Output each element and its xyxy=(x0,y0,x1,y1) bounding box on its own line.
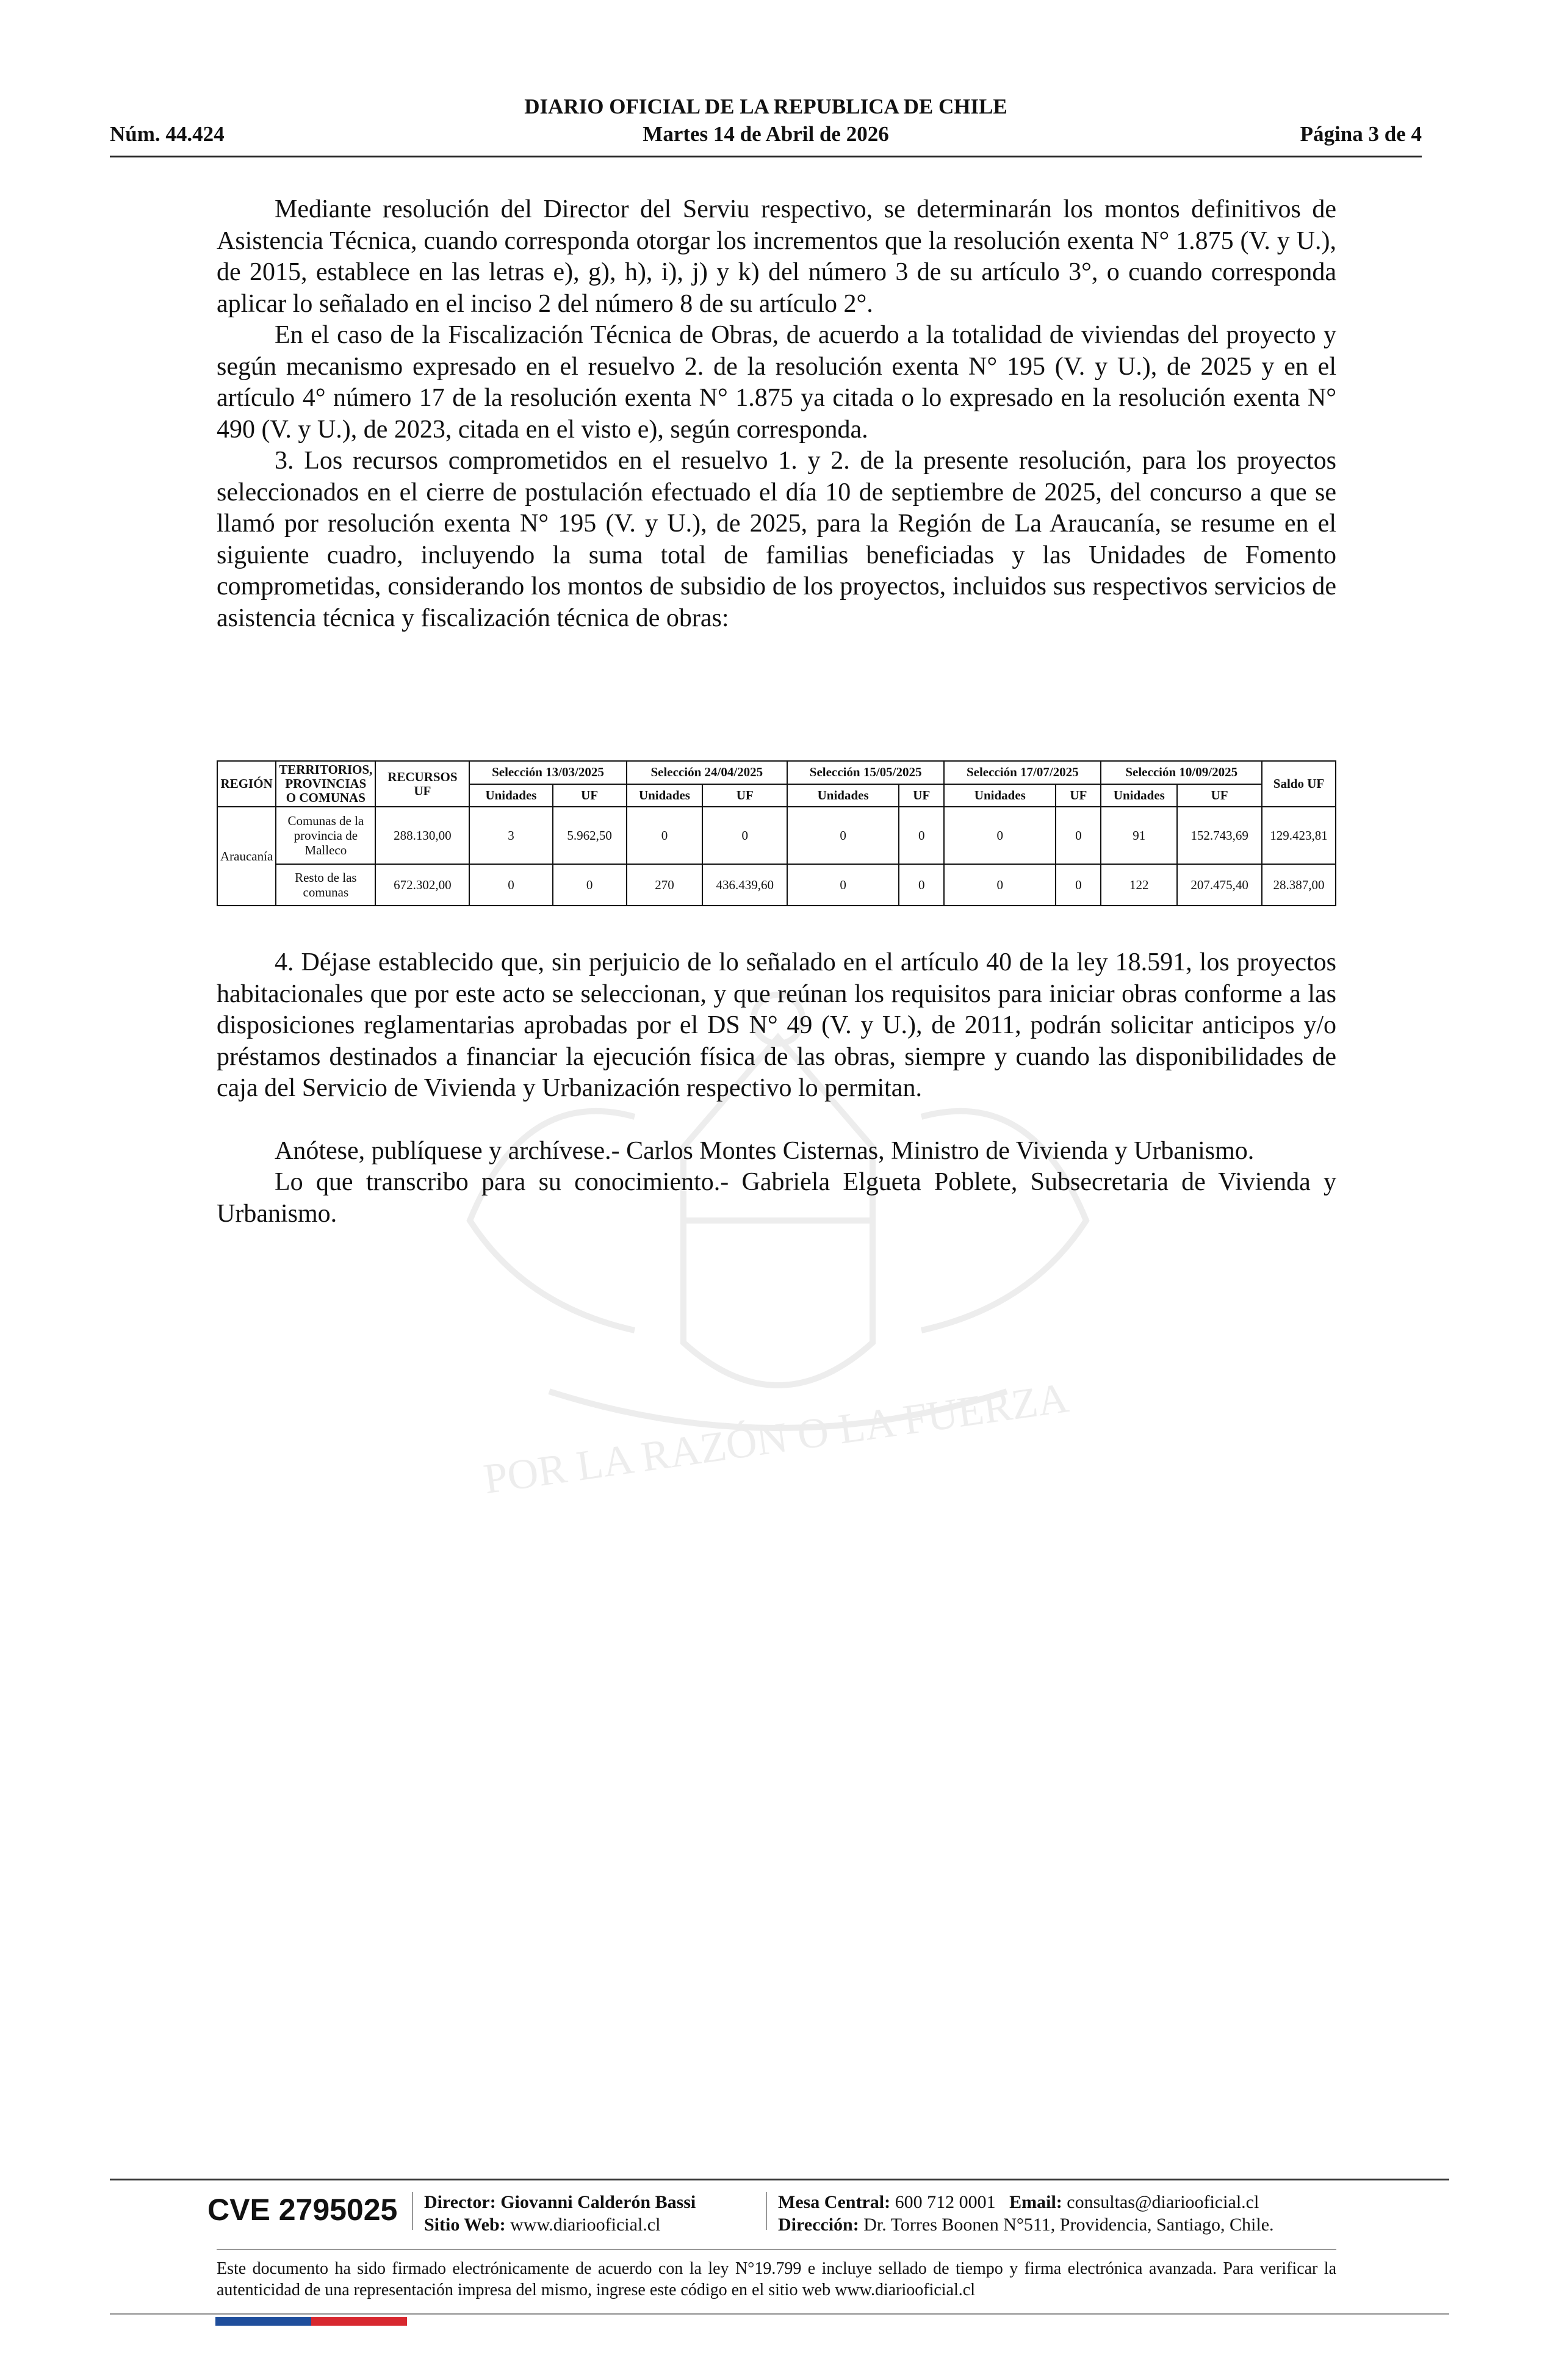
footer-divider xyxy=(110,2179,1449,2180)
issue-number: Núm. 44.424 xyxy=(110,122,225,146)
mesa-phone: 600 712 0001 xyxy=(895,2192,996,2212)
recursos-cell: 288.130,00 xyxy=(375,807,469,864)
saldo-cell: 28.387,00 xyxy=(1262,864,1336,906)
footer-divider xyxy=(217,2249,1336,2250)
cve-code: CVE 2795025 xyxy=(207,2193,398,2227)
table-cell: 0 xyxy=(1056,864,1101,906)
sitio-label: Sitio Web: xyxy=(424,2215,506,2235)
table-cell: 0 xyxy=(702,807,787,864)
document-body-continued xyxy=(217,947,1336,1230)
direccion-label: Dirección: xyxy=(778,2215,859,2235)
paragraph: 4. Déjase establecido que, sin perjuicio de lo señalado en el artículo 40 de la ley 18.591, los proyectos habitacionales que por este acto se seleccionan, y que reúnan los requisitos para iniciar obras conforme a las disposiciones reglamentarias aprobadas por el DS N° 49 (V. y U.), de 2011, podrán solicitar anticipos y/o préstamos destinados a financiar la ejecución física de las obras, siempre y cuando las disponibilidades de caja del Servicio de Vivienda y Urbanización respectivo lo permitan. xyxy=(217,948,1336,1102)
table-cell: 0 xyxy=(553,864,627,906)
table-cell: 0 xyxy=(627,807,703,864)
col-header-unidades: Unidades xyxy=(944,784,1056,807)
col-header-uf: UF xyxy=(702,784,787,807)
flag-stripe-blue xyxy=(215,2317,311,2326)
saldo-cell: 129.423,81 xyxy=(1262,807,1336,864)
table-cell: 0 xyxy=(899,807,944,864)
footer-divider xyxy=(110,2313,1449,2315)
col-header-region: REGIÓN xyxy=(217,761,276,807)
paragraph: Anótese, publíquese y archívese.- Carlos Montes Cisternas, Ministro de Vivienda y Urbanismo. xyxy=(275,1136,1255,1165)
director-name: Giovanni Calderón Bassi xyxy=(500,2192,696,2212)
col-header-seleccion: Selección 24/04/2025 xyxy=(627,761,788,784)
mesa-label: Mesa Central: xyxy=(778,2192,891,2212)
footer-separator xyxy=(412,2192,413,2230)
resources-table-wrap xyxy=(217,760,1336,906)
table-row xyxy=(217,807,1336,864)
col-header-uf: UF xyxy=(553,784,627,807)
page-number: Página 3 de 4 xyxy=(1300,122,1422,146)
col-header-unidades: Unidades xyxy=(627,784,703,807)
col-header-saldo: Saldo UF xyxy=(1262,761,1336,807)
col-header-seleccion: Selección 15/05/2025 xyxy=(787,761,944,784)
region-cell: Araucanía xyxy=(217,807,276,906)
table-cell: 3 xyxy=(469,807,552,864)
table-cell: 436.439,60 xyxy=(702,864,787,906)
col-header-uf: UF xyxy=(1177,784,1262,807)
legal-notice: Este documento ha sido firmado electrónicamente de acuerdo con la ley N°19.799 e incluye sellado de tiempo y firma electrónica avanzada. Para verificar la autenticidad de una representación impresa del mismo, ingrese este código en el sitio web www.diariooficial.cl xyxy=(217,2259,1336,2299)
table-cell: 0 xyxy=(899,864,944,906)
footer-separator xyxy=(766,2192,767,2230)
table-cell: 0 xyxy=(787,807,899,864)
director-label: Director: xyxy=(424,2192,496,2212)
paragraph: 3. Los recursos comprometidos en el resuelvo 1. y 2. de la presente resolución, para los proyectos seleccionados en el cierre de postulación efectuado el día 10 de septiembre de 2025, del concurso a que se llamó por resolución exenta N° 195 (V. y U.), de 2025, para la Región de La Araucanía, se resume en el siguiente cuadro, incluyendo la suma total de familias beneficiadas y las Unidades de Fomento comprometidas, considerando los montos de subsidio de los proyectos, incluidos sus respectivos servicios de asistencia técnica y fiscalización técnica de obras: xyxy=(217,447,1336,632)
table-cell: 0 xyxy=(469,864,552,906)
table-cell: 207.475,40 xyxy=(1177,864,1262,906)
col-header-unidades: Unidades xyxy=(787,784,899,807)
col-header-territorios: TERRITORIOS, PROVINCIAS O COMUNAS xyxy=(276,761,375,807)
table-cell: 122 xyxy=(1101,864,1177,906)
table-row xyxy=(217,864,1336,906)
footer-director-block xyxy=(424,2191,696,2236)
table-cell: 0 xyxy=(787,864,899,906)
table-cell: 0 xyxy=(1056,807,1101,864)
col-header-recursos: RECURSOS UF xyxy=(375,761,469,807)
col-header-seleccion: Selección 17/07/2025 xyxy=(944,761,1101,784)
paragraph: En el caso de la Fiscalización Técnica de Obras, de acuerdo a la totalidad de viviendas del proyecto y según mecanismo expresado en el resuelvo 2. de la resolución exenta N° 195 (V. y U.), de 2025 y en el artículo 4° número 17 de la resolución exenta N° 1.875 ya citada o lo expresado en la resolución exenta N° 490 (V. y U.), de 2023, citada en el visto e), según corresponda. xyxy=(217,321,1336,444)
paragraph: Mediante resolución del Director del Serviu respectivo, se determinarán los montos definitivos de Asistencia Técnica, cuando corresponda otorgar los incrementos que la resolución exenta N° 1.875 (V. y U.), de 2015, establece en las letras e), g), h), i), j) y k) del número 3 de su artículo 3°, o cuando corresponda aplicar lo señalado en el inciso 2 del número 8 de su artículo 2°. xyxy=(217,195,1336,318)
col-header-unidades: Unidades xyxy=(1101,784,1177,807)
email-label: Email: xyxy=(1009,2192,1062,2212)
table-cell: 152.743,69 xyxy=(1177,807,1262,864)
table-cell: 91 xyxy=(1101,807,1177,864)
recursos-cell: 672.302,00 xyxy=(375,864,469,906)
territorio-cell: Resto de las comunas xyxy=(276,864,375,906)
paragraph: Lo que transcribo para su conocimiento.- Gabriela Elgueta Poblete, Subsecretaria de Vivienda y Urbanismo. xyxy=(217,1168,1336,1228)
col-header-seleccion: Selección 13/03/2025 xyxy=(469,761,626,784)
territorio-cell: Comunas de la provincia de Malleco xyxy=(276,807,375,864)
table-cell: 0 xyxy=(944,864,1056,906)
email-link[interactable]: consultas@diariooficial.cl xyxy=(1067,2192,1259,2212)
col-header-uf: UF xyxy=(899,784,944,807)
document-body xyxy=(217,194,1336,634)
table-cell: 0 xyxy=(944,807,1056,864)
sitio-web-link[interactable]: www.diariooficial.cl xyxy=(510,2215,661,2235)
col-header-unidades: Unidades xyxy=(469,784,552,807)
issue-date: Martes 14 de Abril de 2026 xyxy=(643,122,889,146)
col-header-seleccion: Selección 10/09/2025 xyxy=(1101,761,1262,784)
newspaper-title: DIARIO OFICIAL DE LA REPUBLICA DE CHILE xyxy=(524,95,1007,118)
col-header-uf: UF xyxy=(1056,784,1101,807)
watermark-motto: POR LA RAZÓN O LA FUERZA xyxy=(480,1374,1072,1504)
page-header xyxy=(110,95,1422,157)
table-cell: 5.962,50 xyxy=(553,807,627,864)
table-cell: 270 xyxy=(627,864,703,906)
flag-stripe-red xyxy=(311,2317,407,2326)
resources-table xyxy=(217,760,1336,906)
footer-contact-block xyxy=(778,2191,1274,2236)
direccion-value: Dr. Torres Boonen N°511, Providencia, Santiago, Chile. xyxy=(863,2215,1274,2235)
